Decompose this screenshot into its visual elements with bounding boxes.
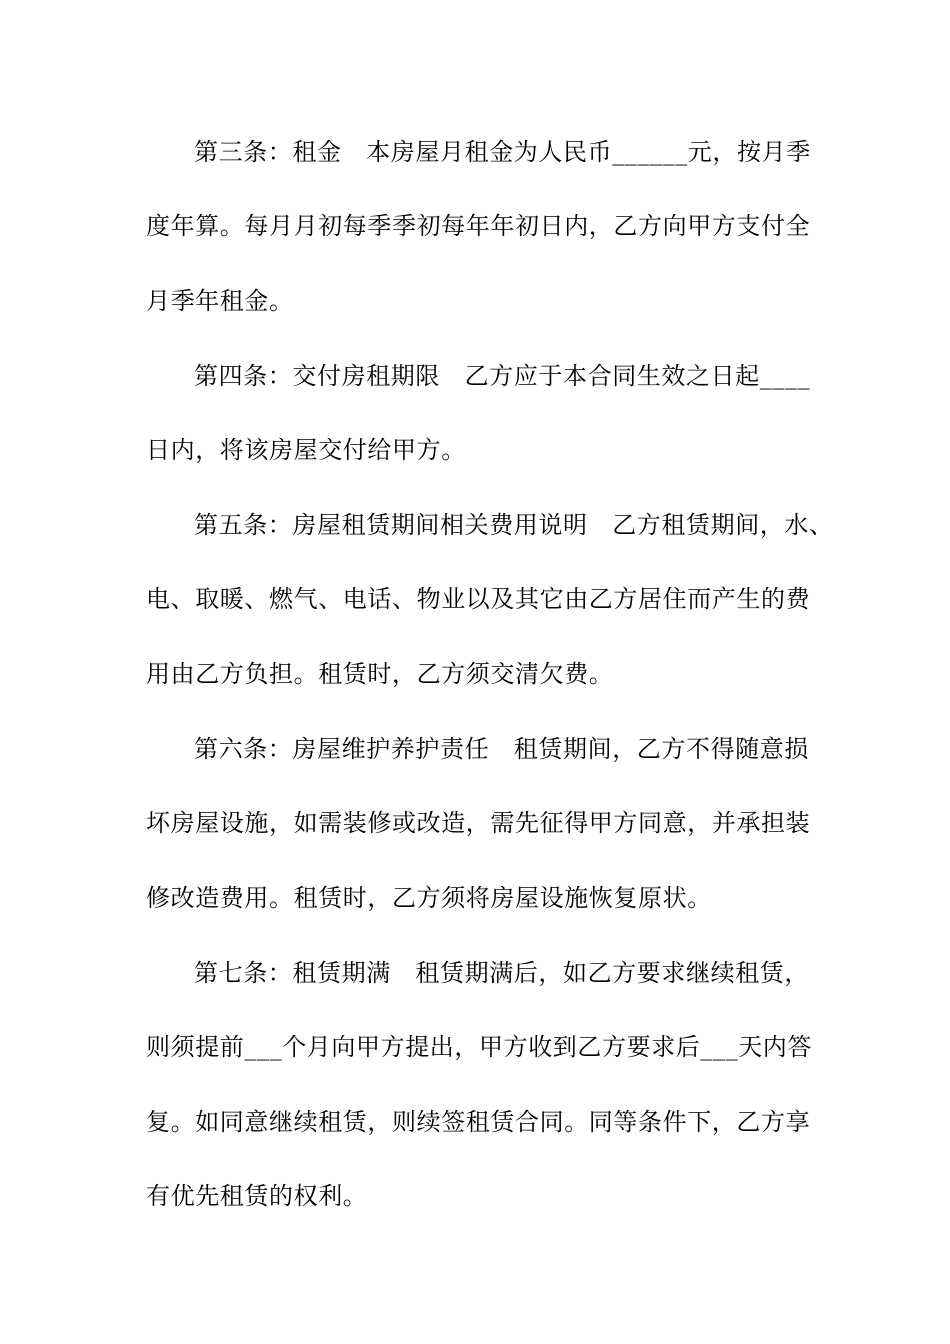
article-5-line-3: 用由乙方负担。租赁时，乙方须交清欠费。: [146, 660, 614, 688]
article-7-line-2: 则须提前___个月向甲方提出，甲方收到乙方要求后___天内答: [146, 1033, 812, 1061]
article-5-line-1: 第五条：房屋租赁期间相关费用说明 乙方租赁期间，水、: [194, 511, 834, 539]
article-6-line-1: 第六条：房屋维护养护责任 租赁期间，乙方不得随意损: [194, 735, 809, 763]
article-3-line-1: 第三条：租金 本房屋月租金为人民币______元，按月季: [194, 138, 811, 166]
article-3-line-3: 月季年租金。: [146, 287, 294, 315]
article-4-line-2: 日内，将该房屋交付给甲方。: [146, 436, 466, 464]
article-7-line-4: 有优先租赁的权利。: [146, 1182, 368, 1210]
article-3-line-2: 度年算。每月月初每季季初每年年初日内，乙方向甲方支付全: [146, 212, 811, 240]
article-4-line-1: 第四条：交付房租期限 乙方应于本合同生效之日起____: [194, 362, 811, 390]
article-7-line-3: 复。如同意继续租赁，则续签租赁合同。同等条件下，乙方享: [146, 1108, 811, 1136]
article-6-line-3: 修改造费用。租赁时，乙方须将房屋设施恢复原状。: [146, 884, 712, 912]
article-7-line-1: 第七条：租赁期满 租赁期满后，如乙方要求继续租赁，: [194, 959, 809, 987]
article-5-line-2: 电、取暖、燃气、电话、物业以及其它由乙方居住而产生的费: [146, 585, 811, 613]
article-6-line-2: 坏房屋设施，如需装修或改造，需先征得甲方同意，并承担装: [146, 809, 811, 837]
